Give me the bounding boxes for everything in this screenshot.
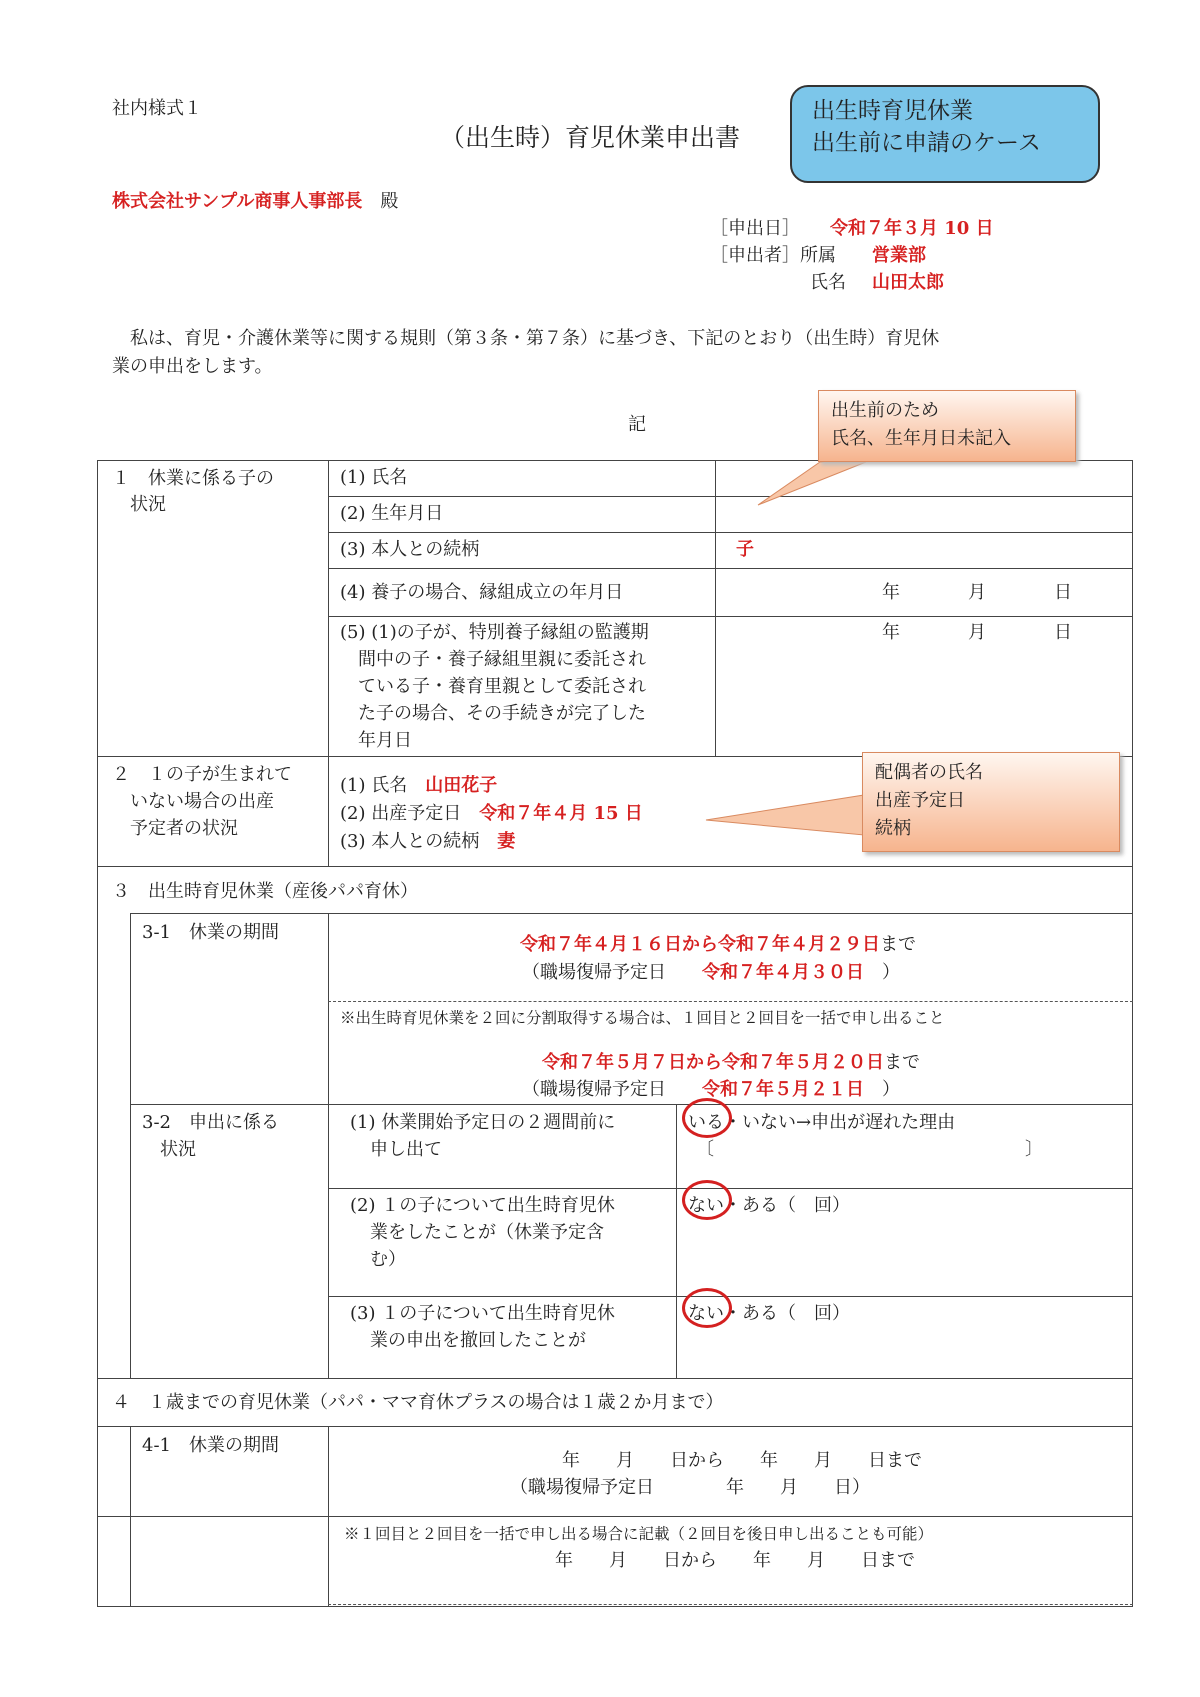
- return-2-value: 令和７年５月２１日: [702, 1079, 864, 1100]
- q1-line-2: 申し出て: [370, 1139, 442, 1160]
- return-2-open: （職場復帰予定日: [522, 1079, 666, 1100]
- sec3-2-label-line-1: 3-2 申出に係る: [142, 1112, 279, 1133]
- return-1-open: （職場復帰予定日: [522, 962, 666, 983]
- q2-line-1: (2) １の子について出生時育児休: [350, 1195, 615, 1216]
- a2-text: ない・ある（ 回）: [688, 1195, 850, 1216]
- return-1-close: ）: [882, 962, 900, 983]
- sec4-period-2: 年 月 日から 年 月 日まで: [555, 1550, 915, 1571]
- q2-line-3: む）: [370, 1249, 406, 1270]
- adoption-day: 日: [1054, 582, 1072, 603]
- period-2-value: 令和７年５月７日から令和７年５月２０日: [542, 1052, 884, 1073]
- addressee-name: 株式会社サンプル商事人事部長: [112, 191, 363, 212]
- spouse-name-label: (1) 氏名: [340, 775, 408, 796]
- child-relation-value: 子: [736, 539, 754, 560]
- sec2-title-line-1: ２ １の子が生まれて: [112, 764, 292, 785]
- q3-line-2: 業の申出を撤回したことが: [370, 1330, 586, 1351]
- procedure-label-line-1: (5) (1)の子が、特別養子縁組の監護期: [340, 622, 649, 643]
- sec4-return: （職場復帰予定日 年 月 日）: [510, 1477, 870, 1498]
- name-label: 氏名: [810, 272, 846, 293]
- callout-2-pointer: [706, 795, 864, 835]
- adoption-date-label: (4) 養子の場合、縁組成立の年月日: [340, 582, 624, 603]
- sec4-1-label: 4-1 休業の期間: [142, 1435, 279, 1456]
- intro-line-2: 業の申出をします。: [112, 356, 273, 377]
- sec4-title: ４ １歳までの育児休業（パパ・ママ育休プラスの場合は１歳２か月まで）: [112, 1392, 724, 1413]
- period-1-end: まで: [880, 934, 916, 955]
- a1-bracket-open: 〔: [696, 1139, 714, 1160]
- callout-2-line-1: 配偶者の氏名: [875, 762, 983, 783]
- period-1-value: 令和７年４月１６日から令和７年４月２９日: [520, 934, 880, 955]
- addressee-suffix: 殿: [380, 191, 399, 212]
- applicant-name: 山田太郎: [872, 272, 944, 293]
- split-note: ※出生時育児休業を２回に分割取得する場合は、１回目と２回目を一括で申し出ること: [340, 1009, 945, 1027]
- sec4-period: 年 月 日から 年 月 日まで: [562, 1450, 922, 1471]
- a1-bracket-close: 〕: [1025, 1139, 1043, 1160]
- due-date-label: (2) 出産予定日: [340, 803, 462, 824]
- sec1-title-line-2: 状況: [130, 494, 166, 515]
- applicant-label: ［申出者］所属: [710, 245, 836, 266]
- child-birthdate-label: (2) 生年月日: [340, 503, 444, 524]
- return-2-close: ）: [882, 1079, 900, 1100]
- procedure-label-line-5: 年月日: [358, 730, 412, 751]
- callout-unborn-note: [818, 390, 1076, 462]
- spouse-name-value: 山田花子: [425, 775, 498, 796]
- callout-2-line-3: 続柄: [875, 818, 911, 839]
- intro-line-1: 私は、育児・介護休業等に関する規則（第３条・第７条）に基づき、下記のとおり（出生時）育児休: [130, 328, 940, 349]
- callout-1-line-1: 出生前のため: [831, 400, 939, 421]
- sec3-title: ３ 出生時育児休業（産後パパ育休）: [112, 881, 418, 902]
- procedure-label-line-4: た子の場合、その手続きが完了した: [358, 703, 646, 724]
- q2-line-2: 業をしたことが（休業予定含: [370, 1222, 604, 1243]
- ki-mark: 記: [628, 414, 646, 435]
- procedure-label-line-3: ている子・養育里親として委託され: [358, 676, 646, 697]
- procedure-label-line-2: 間中の子・養子縁組里親に委託され: [358, 649, 646, 670]
- procedure-month: 月: [968, 622, 986, 643]
- sec3-1-label: 3-1 休業の期間: [142, 922, 279, 943]
- department-value: 営業部: [872, 245, 926, 266]
- badge-line-1: 出生時育児休業: [812, 98, 973, 124]
- date-label: ［申出日］: [710, 218, 800, 239]
- period-2-end: まで: [884, 1052, 920, 1073]
- callout-1-line-2: 氏名、生年月日未記入: [831, 428, 1011, 449]
- sec1-title-line-1: １ 休業に係る子の: [112, 468, 274, 489]
- sec3-2-label-line-2: 状況: [160, 1139, 196, 1160]
- page-title: （出生時）育児休業申出書: [440, 123, 741, 152]
- adoption-month: 月: [968, 582, 986, 603]
- callout-spouse-note: [862, 752, 1120, 852]
- form-label: 社内様式１: [112, 98, 202, 119]
- callout-1-pointer: [758, 462, 866, 505]
- callout-2-line-2: 出産予定日: [875, 790, 965, 811]
- spouse-relation-label: (3) 本人との続柄: [340, 831, 480, 852]
- due-date-value: 令和７年４月 15 日: [479, 803, 643, 824]
- procedure-day: 日: [1054, 622, 1072, 643]
- sec2-title-line-2: いない場合の出産: [130, 791, 274, 812]
- child-name-label: (1) 氏名: [340, 467, 408, 488]
- q3-line-1: (3) １の子について出生時育児休: [350, 1303, 615, 1324]
- date-value: 令和７年３月 10 日: [830, 218, 994, 239]
- badge-line-2: 出生前に申請のケース: [812, 130, 1041, 156]
- q1-line-1: (1) 休業開始予定日の２週間前に: [350, 1112, 616, 1133]
- sec4-note: ※１回目と２回目を一括で申し出る場合に記載（２回目を後日申し出ることも可能）: [344, 1525, 934, 1543]
- adoption-year: 年: [882, 582, 900, 603]
- spouse-relation-value: 妻: [497, 831, 516, 852]
- procedure-year: 年: [882, 622, 900, 643]
- child-relation-label: (3) 本人との続柄: [340, 539, 480, 560]
- sec2-title-line-3: 予定者の状況: [130, 818, 238, 839]
- a3-text: ない・ある（ 回）: [688, 1303, 850, 1324]
- a1-text: いる・いない→申出が遅れた理由: [688, 1112, 956, 1133]
- return-1-value: 令和７年４月３０日: [702, 962, 864, 983]
